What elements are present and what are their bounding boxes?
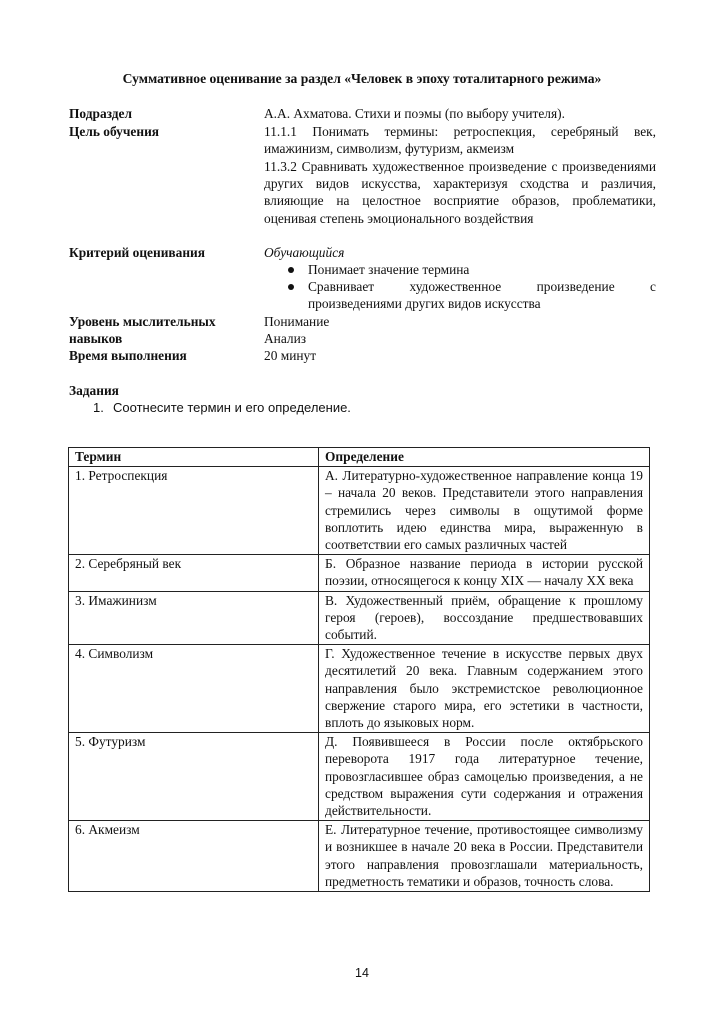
table-row [69, 555, 650, 591]
criteria-label: Критерий оценивания [69, 245, 206, 260]
goal-label: Цель обучения [69, 124, 160, 139]
term-cell: 6. Акмеизм [69, 821, 319, 892]
definition-cell: Д. Появившееся в России после октябрьского переворота 1917 года литературное течение, провозгласившее образ самоцелью произведения, а не средством выражения сути содержания и отражения действительности. [319, 733, 650, 821]
time-value: 20 минут [264, 348, 317, 363]
page-title: Суммативное оценивание за раздел «Человек в эпоху тоталитарного режима» [122, 71, 602, 86]
definition-cell: В. Художественный приём, обращение к прошлому героя (героев), воссоздание предшествовавших событий. [319, 591, 650, 645]
criteria-item: Сравнивает художественное произведение с произведениями других видов искусства [286, 278, 656, 312]
tasks-heading: Задания [69, 383, 119, 398]
header-definition: Определение [319, 448, 650, 467]
term-cell: 1. Ретроспекция [69, 467, 319, 555]
thinking-level-value-1: Понимание [264, 314, 330, 329]
table-row [69, 467, 650, 555]
definition-cell: Б. Образное название периода в истории русской поэзии, относящегося к концу XIX — началу XX века [319, 555, 650, 591]
term-cell: 2. Серебряный век [69, 555, 319, 591]
thinking-level-label-line1 [69, 313, 251, 330]
definition-cell: Г. Художественное течение в искусстве первых двух десятилетий 20 века. Главным содержанием этого направления было экстремистское революционное свержение старого мира, его эстетики в частности, вплоть до языковых норм. [319, 645, 650, 733]
definition-cell: Е. Литературное течение, противостоящее символизму и возникшее в начале 20 века в России. Представители этого направления провозглашали материальность, предметность тематики и образов, точность слова. [319, 821, 650, 892]
table-row [69, 645, 650, 733]
subsection-value: А.А. Ахматова. Стихи и поэмы (по выбору учителя). [264, 106, 565, 121]
table-row [69, 733, 650, 821]
criteria-list [286, 261, 656, 313]
thinking-level-label-line2: навыков [69, 331, 123, 347]
page-number: 14 [355, 966, 369, 980]
criteria-item: Понимает значение термина [286, 261, 656, 278]
thinking-level-word: Уровень мыслительных [69, 314, 216, 329]
table-row [69, 821, 650, 892]
time-label: Время выполнения [69, 348, 187, 363]
matching-table [68, 447, 650, 892]
definition-cell: А. Литературно-художественное направление конца 19 – начала 20 веков. Представители этого направления стремились через символы в ощутимой форме воплотить идею единства мира, выраженную в соответствии его самых различных частей [319, 467, 650, 555]
subsection-label: Подраздел [69, 106, 133, 121]
table-header-row [69, 448, 650, 467]
goal-2: 11.3.2 Сравнивать художественное произведение с произведениями других видов искусства, характеризуя сходства и различия, влияющие на целостное восприятие образов, проблематики, оценивая степень эмоционального воздействия [264, 159, 656, 226]
term-cell: 3. Имажинизм [69, 591, 319, 645]
goal-1: 11.1.1 Понимать термины: ретроспекция, серебряный век, имажинизм, символизм, футуризм, акмеизм [264, 124, 656, 157]
term-cell: 4. Символизм [69, 645, 319, 733]
task-1-number: 1. [93, 400, 104, 415]
term-cell: 5. Футуризм [69, 733, 319, 821]
table-row [69, 591, 650, 645]
thinking-level-value-2: Анализ [264, 331, 307, 346]
criteria-intro: Обучающийся [264, 245, 345, 260]
task-1-text: Соотнесите термин и его определение. [113, 400, 351, 415]
thinking-level-label [69, 313, 251, 347]
task-1 [93, 399, 351, 416]
header-term: Термин [69, 448, 319, 467]
